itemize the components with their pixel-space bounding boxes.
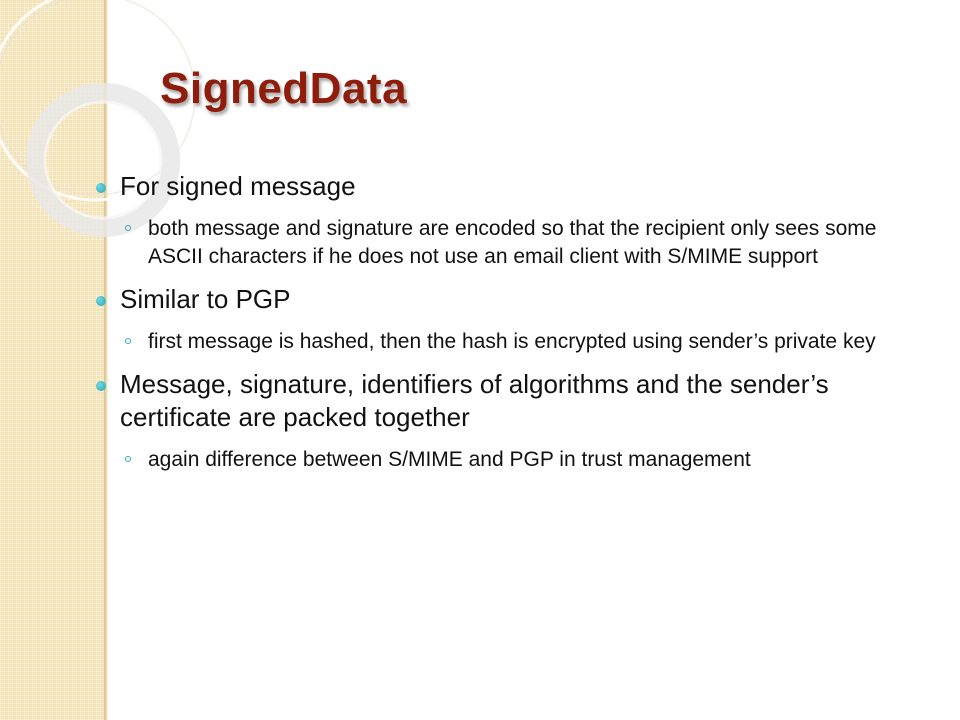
bullet-item-3	[90, 368, 910, 434]
slide-content	[90, 170, 910, 486]
bullet-text: Similar to PGP	[120, 284, 291, 314]
bullet-dot-icon	[96, 296, 106, 306]
sub-bullet-text: first message is hashed, then the hash is encrypted using sender’s private key	[148, 330, 876, 353]
sub-bullet-item-1	[90, 215, 910, 271]
slide-title: SignedData	[160, 64, 408, 113]
bullet-dot-icon	[96, 381, 106, 391]
bullet-item-2	[90, 283, 910, 316]
sub-bullet-text: both message and signature are encoded so that the recipient only sees some ASCII characters if he does not use an email client with S/MIME support	[148, 217, 877, 268]
bullet-text: For signed message	[120, 171, 356, 201]
bullet-dot-icon	[96, 183, 106, 193]
bullet-text: Message, signature, identifiers of algorithms and the sender’s certificate are packed together	[120, 369, 829, 432]
sub-bullet-item-2	[90, 328, 910, 356]
sub-bullet-ring-icon	[125, 225, 131, 231]
sub-bullet-text: again difference between S/MIME and PGP in trust management	[148, 448, 751, 471]
sub-bullet-ring-icon	[125, 456, 131, 462]
bullet-item-1	[90, 170, 910, 203]
sub-bullet-item-3	[90, 446, 910, 474]
sub-bullet-ring-icon	[125, 338, 131, 344]
